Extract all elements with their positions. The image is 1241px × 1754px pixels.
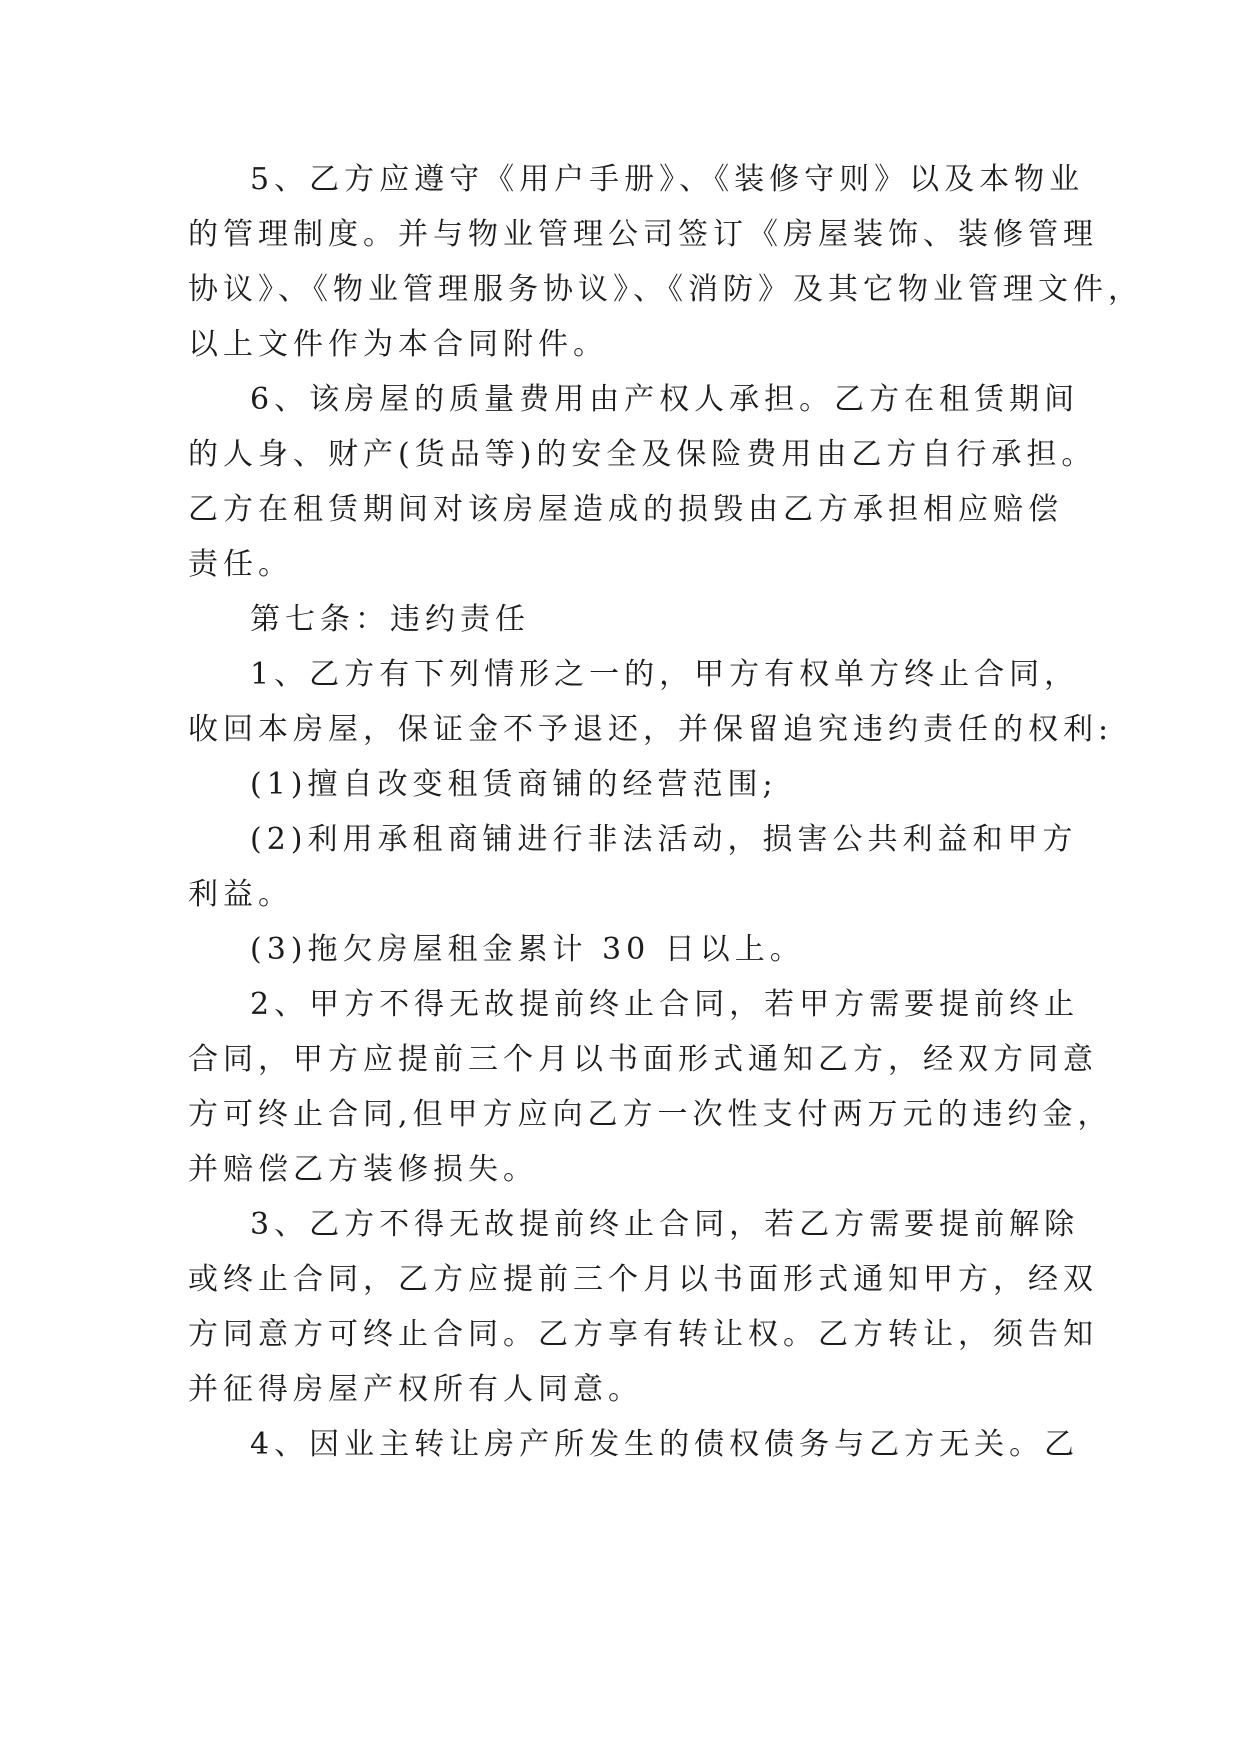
breach-2-line-3: 方可终止合同,但甲方应向乙方一次性支付两万元的违约金， [188, 1097, 1113, 1132]
clause-5-line-2: 的管理制度。并与物业管理公司签订《房屋装饰、装修管理 [188, 217, 1098, 252]
article-7-heading: 第七条：违约责任 [250, 602, 530, 637]
breach-1-item-1: (1)擅自改变租赁商铺的经营范围; [250, 767, 778, 802]
clause-6-line-1: 6、该房屋的质量费用由产权人承担。乙方在租赁期间 [250, 382, 1080, 417]
breach-1-item-3: (3)拖欠房屋租金累计 30 日以上。 [250, 932, 805, 967]
breach-1-line-2: 收回本房屋，保证金不予退还，并保留追究违约责任的权利: [188, 712, 1114, 747]
breach-1-item-2-line-2: 利益。 [188, 877, 293, 912]
breach-3-line-4: 并征得房屋产权所有人同意。 [188, 1372, 643, 1407]
breach-1-item-2-line-1: (2)利用承租商铺进行非法活动，损害公共利益和甲方 [250, 822, 1078, 857]
clause-6-line-2: 的人身、财产(货品等)的安全及保险费用由乙方自行承担。 [188, 437, 1097, 472]
breach-2-line-4: 并赔偿乙方装修损失。 [188, 1152, 538, 1187]
clause-5-line-4: 以上文件作为本合同附件。 [188, 327, 608, 362]
breach-1-line-1: 1、乙方有下列情形之一的，甲方有权单方终止合同， [250, 657, 1080, 692]
clause-5-line-1: 5、乙方应遵守《用户手册》、《装修守则》以及本物业 [250, 162, 1085, 197]
clause-5-line-3: 协议》、《物业管理服务协议》、《消防》及其它物业管理文件， [188, 272, 1143, 307]
breach-3-line-2: 或终止合同，乙方应提前三个月以书面形式通知甲方，经双 [188, 1262, 1098, 1297]
breach-4-line-1: 4、因业主转让房产所发生的债权债务与乙方无关。乙 [250, 1427, 1080, 1462]
breach-2-line-2: 合同，甲方应提前三个月以书面形式通知乙方，经双方同意 [188, 1042, 1098, 1077]
breach-3-line-1: 3、乙方不得无故提前终止合同，若乙方需要提前解除 [250, 1207, 1080, 1242]
clause-6-line-3: 乙方在租赁期间对该房屋造成的损毁由乙方承担相应赔偿 [188, 492, 1063, 527]
breach-2-line-1: 2、甲方不得无故提前终止合同，若甲方需要提前终止 [250, 987, 1080, 1022]
clause-6-line-4: 责任。 [188, 547, 293, 582]
breach-3-line-3: 方同意方可终止合同。乙方享有转让权。乙方转让，须告知 [188, 1317, 1098, 1352]
